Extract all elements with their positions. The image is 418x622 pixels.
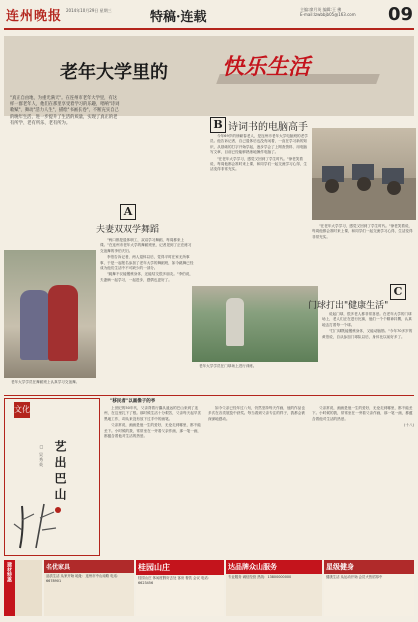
- ad-block[interactable]: [4, 560, 42, 616]
- issue-date: 2014年10月29日 星期三: [66, 8, 112, 13]
- ad-block[interactable]: [136, 560, 224, 616]
- headline-emphasis: 快乐生活: [222, 54, 311, 80]
- ad-text: 桂园山庄 休闲度假好去处 客房 餐饮 会议 电话：6623456: [138, 576, 212, 585]
- paragraph: "两口都是退休职工，双双学习舞蹈，每周都来上课。"在连州市老年大学的舞蹈班里，记者见到了正在练习交谊舞的李伯夫妇。: [100, 238, 192, 253]
- page-header: [0, 0, 418, 30]
- intro-paragraph: [10, 96, 120, 216]
- paragraph: 如今父亲已经年过八旬，仍然坚持每天作画，他的作品也多次在各类展览中获奖。每当看到父亲专注的样子，我都会被深深地感动。: [208, 406, 306, 421]
- computer-class-photo: [312, 128, 416, 220]
- intro-text: "真正自由地，为重光满天"。在连州市老年大学里，有这样一群老年人，他们在那里享受着学习的乐趣，唱响"诗词歌赋"、舞动"活力人生"，描绘"书画长卷"，不断充实自己的晚年生活，进一步提升了生活的质量，实现了真正的老有所学、老有所乐、老有所为。: [10, 96, 120, 126]
- dancer-figure: [20, 290, 50, 360]
- paragraph: 今年69岁的徐颖春老人，是连州市老年大学电脑班的老学员。他告诉记者，自己退休后也没有闲着，一直在学习新的知识，从基础的打字开始学起，逐步学会了上网查资料、用电脑写文章，目前已经能够熟练地操作电脑了。: [210, 134, 308, 155]
- section-b-body: [210, 134, 308, 282]
- sidebar-author: □ 吴秀英: [39, 444, 44, 468]
- essay-title: "移民者"以画像子的爷: [110, 399, 156, 404]
- section-a-title: 夫妻双双学舞蹈: [96, 225, 160, 235]
- section-divider: [4, 395, 414, 396]
- bamboo-painting-illustration: [10, 500, 70, 550]
- essay-col-2: [208, 406, 308, 556]
- ad-banner: 达品牌众山服务: [226, 560, 322, 574]
- paragraph: 上世纪的50年代，父亲背着行囊从遥远的巴山来到了连州，在这里扎下了根。那时候生活十分艰苦，父亲每天起早贪黑地工作，却从来没有放下过手中的画笔。: [104, 406, 202, 421]
- caption: 老年大学学员在舞蹈班上认真学习交谊舞。: [11, 380, 80, 384]
- page-number: 09: [388, 4, 414, 25]
- paragraph: 李伯告诉记者，两人退休以后，觉得平时在家无所事事，于是一起报名参加了老年大学的舞蹈班，如今跳舞已经成为他们生活中不可缺少的一部分。: [100, 255, 194, 271]
- player-figure: [226, 298, 244, 346]
- essay-col-3: [312, 406, 414, 556]
- editor-credits: [300, 7, 382, 17]
- culture-tag: 文化: [14, 402, 30, 418]
- header-rule: [4, 28, 414, 30]
- headline-prefix: 老年大学里的: [60, 62, 168, 83]
- ad-banner: 星级健身: [324, 560, 414, 574]
- paragraph: 父亲常说，画画是他一生的爱好，无论走到哪里，都不能丢下。小时候的我，常常坐在一旁看父亲作画，那一笔一画，都蕴含着他对生活的热爱。: [312, 406, 413, 421]
- ad-block[interactable]: [324, 560, 414, 616]
- sidebar-title: 艺出巴山: [53, 440, 67, 504]
- paragraph: "打门球既能锻炼身体，又能动脑筋。"今年70多岁的黄伯说，自从参加门球队以后，身体比以前好多了。: [322, 329, 413, 339]
- gateball-photo: [192, 286, 318, 362]
- ad-text: 品质生活 从家开始 地址：连州市中山南路 电话：6678901: [46, 574, 121, 583]
- section-b-marker: B: [210, 117, 226, 133]
- ad-banner: 桂园山庄: [136, 560, 224, 575]
- section-a-body: [100, 238, 194, 394]
- section-b-title: 诗词书的电脑高手: [228, 122, 308, 133]
- paragraph: 父亲常说，画画是他一生的爱好，无论走到哪里，都不能丢下。小时候的我，常常坐在一旁看父亲作画，那一笔一画，都蕴含着他对生活的热爱。: [104, 423, 202, 439]
- essay-col-1: [104, 406, 204, 556]
- section-b-continued: [312, 224, 414, 290]
- gateball-caption: [192, 364, 318, 396]
- section-a-marker: A: [120, 204, 136, 220]
- ad-text: 健康生活 从运动开始 会员火热招募中: [326, 575, 383, 579]
- email-line: E-mail:lzwbbjb05@163.com: [300, 12, 356, 17]
- ink-painting: [10, 500, 70, 550]
- ad-block[interactable]: [226, 560, 322, 616]
- ad-banner: 建材特惠: [4, 560, 15, 616]
- section-title: 特稿·连载: [150, 10, 207, 25]
- paragraph: "在老年大学学习，感觉又回到了学生时代。"徐老笑着说，每周他都会准时来上课，和同学们一起交流学习心得，生活变得非常充实。: [312, 224, 413, 239]
- paragraph: 说起门球，很多老人都非常喜爱。在老年大学的门球场上，老人们正在进行比赛，他们一个个精神抖擞，认真地击打着每一个球。: [322, 312, 412, 327]
- paragraph: "跳舞不仅能锻炼身体，还能结交很多朋友。"李伯说，夫妻俩一起学习，一起进步，感情也更好了。: [100, 272, 193, 282]
- caption: 老年大学学员在门球场上进行训练。: [199, 364, 257, 368]
- ad-text: 专业服务 诚信经营 热线：13800000000: [228, 575, 292, 579]
- ad-banner: 名优家具: [44, 560, 134, 573]
- paragraph: "在老年大学学习，感觉又回到了学生时代。"徐老笑着说，每周他都会准时来上课，和同学们一起交流学习心得，生活变得非常充实。: [210, 156, 308, 172]
- dancer-figure: [48, 285, 78, 361]
- masthead: 连州晚报: [6, 9, 63, 24]
- classroom-illustration: [312, 128, 416, 220]
- section-c-title: 门球打出"健康生活": [308, 301, 389, 311]
- advertisement-row: [4, 560, 414, 616]
- ad-block[interactable]: [44, 560, 134, 616]
- editor-line: 主编:廖月英 编辑:王 佛: [300, 7, 342, 12]
- section-c-body: [322, 312, 414, 396]
- dance-photo-caption: [4, 380, 96, 396]
- section-c-marker: C: [390, 284, 406, 300]
- essay-footer: (十八): [404, 423, 414, 428]
